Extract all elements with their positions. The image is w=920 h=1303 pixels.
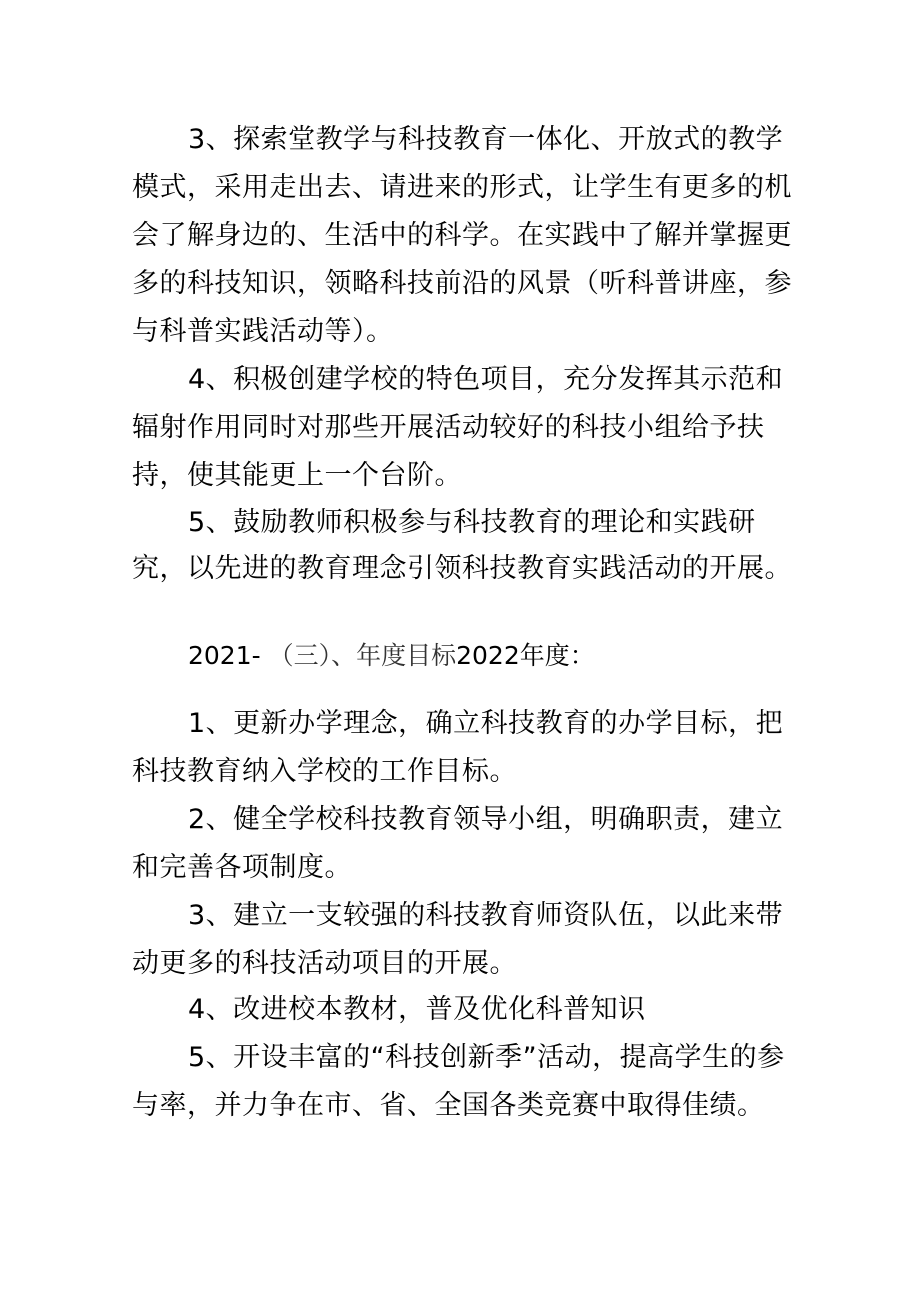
heading-year-start: 2021- [188,641,261,670]
paragraph-special-projects: 4、积极创建学校的特色项目，充分发挥其示范和辐射作用同时对那些开展活动较好的科技小组给予扶持，使其能更上一个台阶。 [132,364,784,491]
goal-item-1: 1、更新办学理念，确立科技教育的办学目标，把科技教育纳入学校的工作目标。 [132,708,784,787]
heading-year-end: 2022年度： [456,641,595,670]
goal-item-3: 3、建立一支较强的科技教育师资队伍，以此来带动更多的科技活动项目的开展。 [132,900,784,979]
heading-label: （三）、年度目标 [268,641,457,670]
goal-item-4: 4、改进校本教材，普及优化科普知识 [188,994,646,1025]
goal-item-5: 5、开设丰富的“科技创新季”活动，提高学生的参与率，并力争在市、省、全国各类竞赛中取得佳绩。 [132,1042,785,1121]
paragraph-teaching-mode: 3、探索堂教学与科技教育一体化、开放式的教学模式，采用走出去、请进来的形式，让学生有更多的机会了解身边的、生活中的科学。在实践中了解并掌握更多的科技知识，领略科技前沿的风景（听科普讲座，参与科普实践活动等）。 [132,124,792,347]
section-heading-annual-goals [188,636,595,676]
goal-item-2: 2、健全学校科技教育领导小组，明确职责，建立和完善各项制度。 [132,804,784,883]
paragraph-teacher-research: 5、鼓励教师积极参与科技教育的理论和实践研究，以先进的教育理念引领科技教育实践活动的开展。 [132,507,792,584]
